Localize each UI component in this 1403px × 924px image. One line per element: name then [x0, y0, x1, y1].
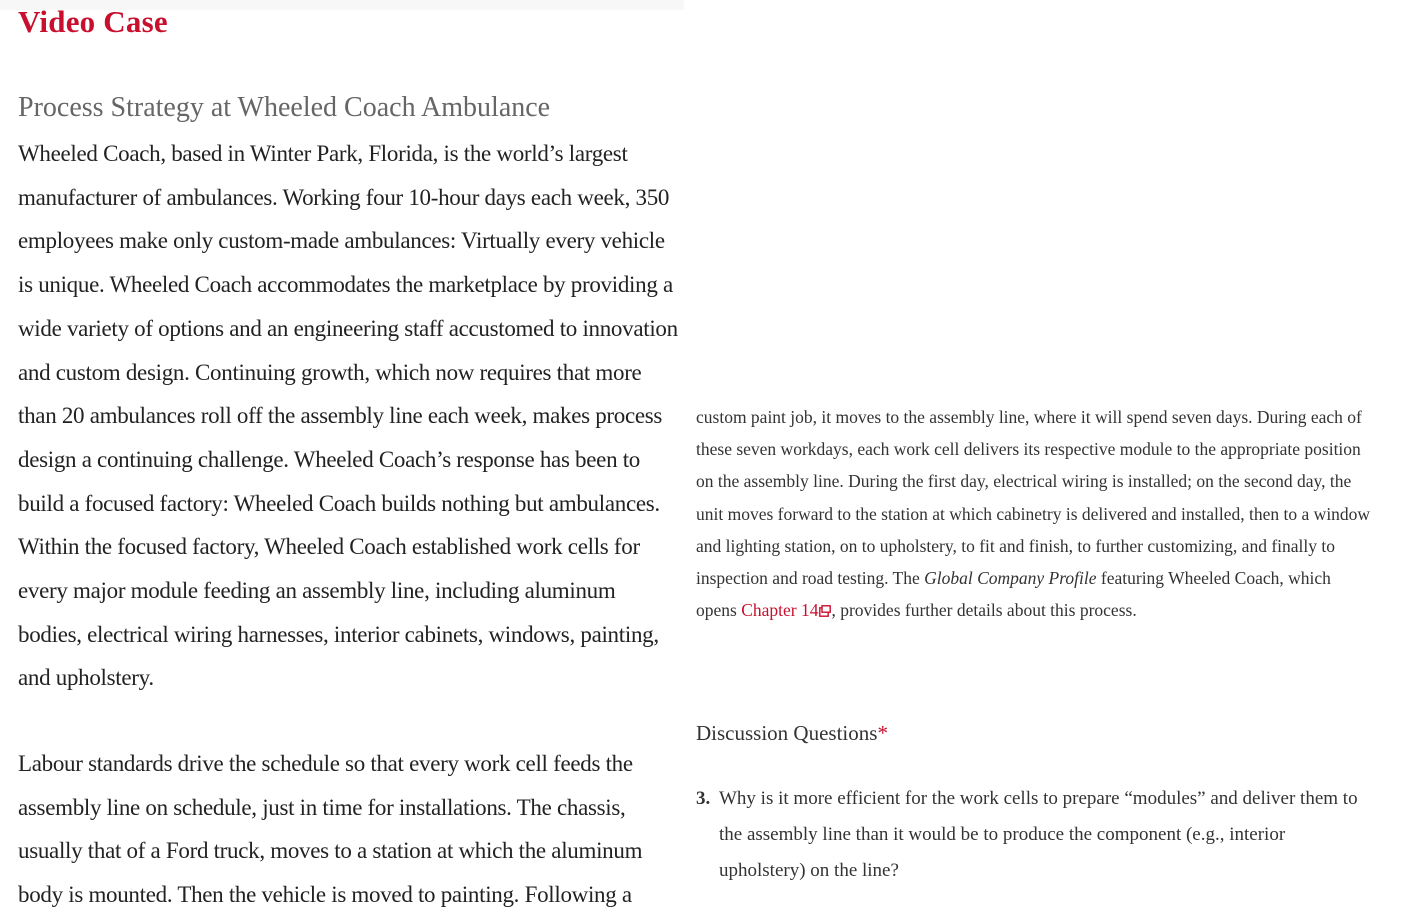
paragraph-text-1: custom paint job, it moves to the assembly line, where it will spend seven days. During each of these seven workdays, each work cell delivers its respective module to the appropriate position on the assembly line. During the first day, electrical wiring is installed; on the second day, the unit moves forward to the station at which cabinetry is delivered and installed, then to a window and lighting station, on to upholstery, to fit and finish, to further customizing, and finally to inspection and road testing. The — [696, 407, 1371, 589]
question-number: 3. — [696, 788, 711, 809]
paragraph-text-3: , provides further details about this process. — [831, 600, 1137, 621]
question-text: Why is it more efficient for the work cells to prepare “modules” and deliver them to the assembly line than it would be to produce the component (e.g., interior upholstery) on the line? — [719, 788, 1358, 881]
footnote-asterisk: * — [877, 721, 888, 745]
case-title: Process Strategy at Wheeled Coach Ambulance — [18, 92, 551, 123]
section-title: Video Case — [18, 4, 168, 39]
paragraph-text-2: featuring Wheeled Coach, which opens — [696, 568, 1331, 621]
discussion-questions-heading — [696, 721, 888, 746]
left-page — [0, 0, 684, 924]
case-paragraph-continued — [696, 401, 1376, 626]
case-paragraph-2: Labour standards drive the schedule so that every work cell feeds the assembly line on schedule, just in time for installations. The chassis, usually that of a Ford truck, moves to a station at which the aluminum body is mounted. Then the vehicle is moved to painting. Following a — [18, 751, 643, 908]
discussion-questions-label: Discussion Questions — [696, 721, 878, 745]
case-paragraph-1: Wheeled Coach, based in Winter Park, Florida, is the world’s largest manufacturer of ambulances. Working four 10-hour days each week, 350 employees make only custom-made ambulances: Virtually every vehicle is unique. Wheeled Coach accommodates the marketplace by providing a wide variety of options and an engineering staff accustomed to innovation and custom design. Continuing growth, which now requires that more than 20 ambulances roll off the assembly line each week, makes process design a continuing challenge. Wheeled Coach’s response has been to build a focused factory: Wheeled Coach builds nothing but ambulances. Within the focused factory, Wheeled Coach established work cells for every major module feeding an assembly line, including aluminum bodies, electrical wiring harnesses, interior cabinets, windows, painting, and upholstery. — [18, 141, 678, 691]
chapter-14-link[interactable] — [741, 600, 831, 620]
chapter-link-label: Chapter 14 — [741, 600, 819, 621]
external-link-icon — [819, 605, 831, 617]
global-company-profile-text: Global Company Profile — [924, 568, 1097, 589]
right-page — [696, 0, 1386, 924]
